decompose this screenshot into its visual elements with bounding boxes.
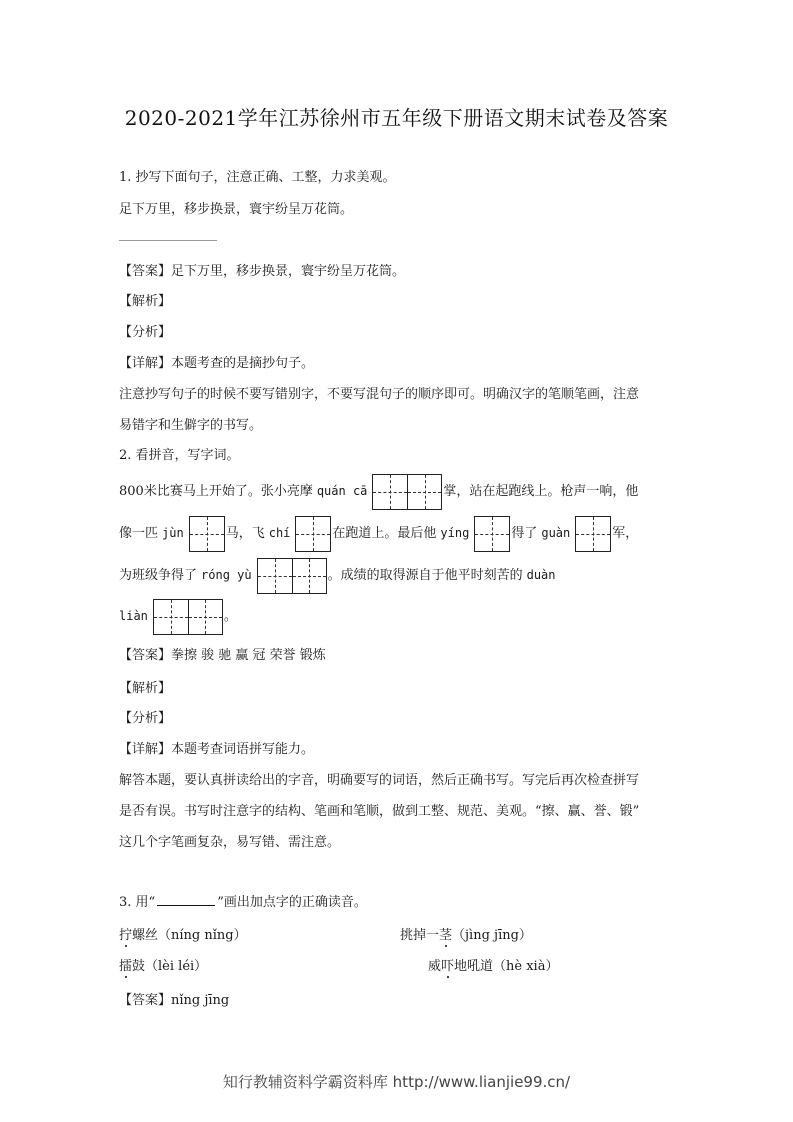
q2-fenxi: 【分析】 (119, 711, 172, 726)
q2-text: 马，飞 (225, 526, 265, 541)
q3-item-4 (428, 955, 558, 974)
writing-box[interactable] (372, 474, 442, 510)
writing-cell (475, 517, 509, 551)
writing-cell (258, 559, 292, 593)
writing-cell (154, 600, 188, 634)
q2-text: 像一匹 (119, 526, 159, 541)
q2-text: 800米比赛马上开始了。张小亮摩 (119, 484, 313, 499)
q2-note-3: 这几个字笔画复杂，易写错、需注意。 (119, 835, 341, 850)
q2-line-2 (119, 514, 638, 553)
q2-prompt: 2. 看拼音，写字词。 (119, 448, 240, 463)
pinyin: liàn (119, 609, 148, 623)
q2-answer: 【答案】拳擦 骏 驰 赢 冠 荣誉 锻炼 (119, 648, 326, 663)
q3-item-3 (119, 955, 207, 974)
q2-detail: 【详解】本题考查词语拼写能力。 (119, 742, 315, 757)
q3-item-1 (119, 924, 247, 943)
q2-jiexi: 【解析】 (119, 681, 172, 696)
dotted-char: 吓 (441, 955, 454, 974)
underline-sample (157, 895, 215, 906)
dotted-char: 拧 (119, 924, 132, 943)
q1-fenxi: 【分析】 (119, 325, 172, 340)
q2-line-4 (119, 597, 237, 636)
q1-detail: 【详解】本题考查的是摘抄句子。 (119, 356, 315, 371)
writing-cell (373, 475, 407, 509)
pinyin: róng yù (201, 568, 252, 582)
q3-answer: 【答案】nǐng jīng (119, 993, 230, 1008)
writing-cell (292, 559, 326, 593)
q2-text: 。 (223, 609, 237, 624)
pinyin: duàn (526, 568, 556, 582)
q2-note-2: 是否有误。书写时注意字的结构、笔画和笔顺，做到工整、规范、美观。“擦、赢、誉、锻” (119, 804, 640, 819)
writing-box[interactable] (153, 599, 223, 635)
pinyin: yíng (440, 526, 470, 540)
writing-box[interactable] (189, 516, 225, 552)
writing-cell (188, 600, 222, 634)
q3-prompt-end: ”画出加点字的正确读音。 (217, 895, 367, 910)
pinyin: quán cā (316, 484, 368, 498)
writing-box[interactable] (257, 558, 327, 594)
q2-note-1: 解答本题，要认真拼读给出的字音，明确要写的词语，然后正确书写。写完后再次检查拼写 (119, 773, 640, 788)
writing-box[interactable] (575, 516, 611, 552)
dotted-char: 擂 (119, 955, 132, 974)
footer-watermark: 知行教辅资料学霸资料库 http://www.lianjie99.cn/ (222, 1073, 571, 1091)
q1-note-2: 易错字和生僻字的书写。 (119, 418, 263, 433)
q3-item-text: 地吼道（hè xià） (454, 959, 559, 974)
q2-text: 。成绩的取得源自于他平时刻苦的 (327, 568, 523, 583)
q2-text: 军， (612, 526, 639, 541)
q3-prompt-start: 3. 用“ (119, 895, 156, 910)
q3-item-2 (400, 924, 532, 943)
q1-sentence: 足下万里，移步换景，寰宇纷呈万花筒。 (119, 202, 354, 217)
writing-cell (407, 475, 441, 509)
dotted-char: 茎 (439, 924, 452, 943)
writing-box[interactable] (474, 516, 510, 552)
q3-item-text: 螺丝（níng nǐng） (132, 928, 247, 943)
q3-item-text: 挑掉一 (400, 928, 440, 943)
q2-text: 掌，站在起跑线上。枪声一响，他 (443, 484, 639, 499)
writing-box[interactable] (295, 516, 331, 552)
q2-line-3 (119, 556, 560, 595)
q1-answer: 【答案】足下万里，移步换景，寰宇纷呈万花筒。 (119, 264, 406, 279)
q3-item-text: 威 (428, 959, 442, 974)
q2-text: 为班级争得了 (119, 568, 198, 583)
pinyin: guàn (541, 526, 571, 540)
q2-text: 得了 (511, 526, 538, 541)
q1-jiexi: 【解析】 (119, 294, 172, 309)
q2-line-1 (119, 472, 638, 511)
q3-item-text: 鼓（lèi léi） (132, 959, 208, 974)
document-title: 2020-2021学年江苏徐州市五年级下册语文期末试卷及答案 (124, 106, 669, 130)
q3-item-text: （jìng jīng） (452, 928, 532, 943)
pinyin: chí (268, 526, 291, 540)
q1-note-1: 注意抄写句子的时候不要写错别字，不要写混句子的顺序即可。明确汉字的笔顺笔画，注意 (119, 387, 640, 402)
writing-cell (576, 517, 610, 551)
writing-cell (190, 517, 224, 551)
q3-prompt (119, 891, 367, 910)
answer-line (119, 240, 217, 241)
writing-cell (296, 517, 330, 551)
q2-text: 在跑道上。最后他 (332, 526, 437, 541)
pinyin: jùn (162, 526, 184, 540)
q1-prompt: 1. 抄写下面句子，注意正确、工整，力求美观。 (119, 170, 396, 185)
